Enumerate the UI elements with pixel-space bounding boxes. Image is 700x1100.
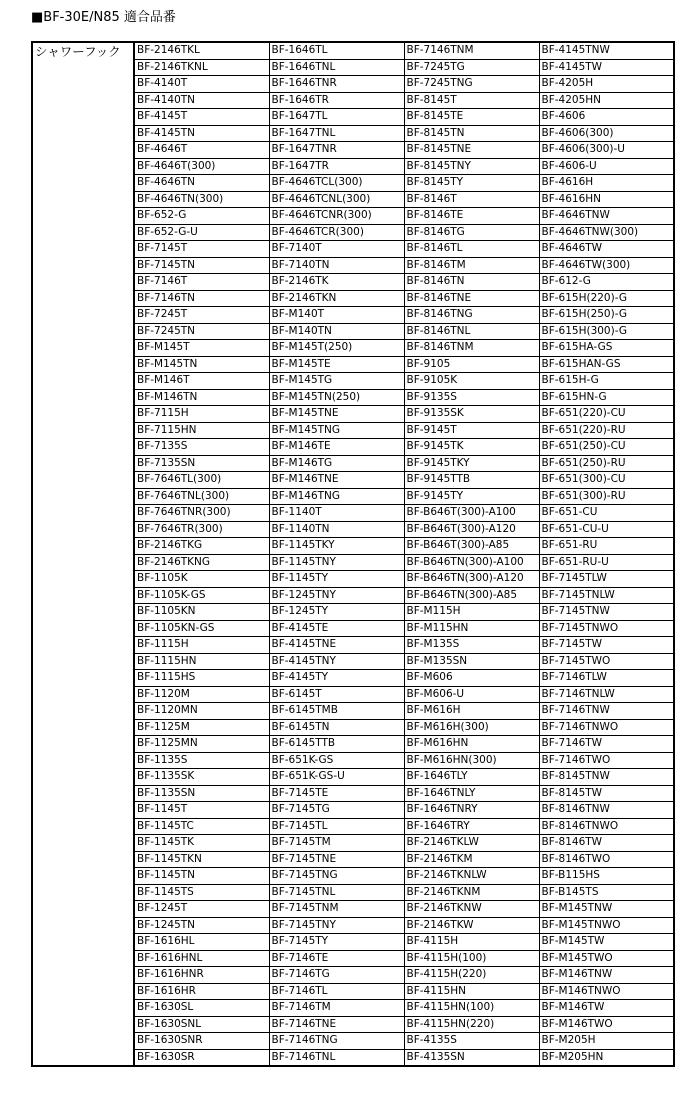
model-number-cell: BF-1145TY (269, 571, 404, 588)
model-number-cell: BF-4646TCL(300) (269, 175, 404, 192)
model-number-cell: BF-8145TW (539, 785, 674, 802)
model-number-cell: BF-1616HNL (134, 950, 269, 967)
model-number-cell: BF-7145TNWO (539, 620, 674, 637)
model-number-cell: BF-2146TK (269, 274, 404, 291)
model-number-cell: BF-7145TNW (539, 604, 674, 621)
model-number-cell: BF-652-G-U (134, 224, 269, 241)
model-number-cell: BF-1135S (134, 752, 269, 769)
model-number-cell: BF-B646T(300)-A120 (404, 521, 539, 538)
model-number-cell: BF-8146TNG (404, 307, 539, 324)
model-number-cell: BF-4205H (539, 76, 674, 93)
model-number-cell: BF-7146TW (539, 736, 674, 753)
model-number-cell: BF-1145TK (134, 835, 269, 852)
model-number-cell: BF-1646TNLY (404, 785, 539, 802)
model-number-cell: BF-M145TN(250) (269, 389, 404, 406)
model-number-cell: BF-651-RU-U (539, 554, 674, 571)
model-number-cell: BF-7145TY (269, 934, 404, 951)
model-number-cell: BF-2146TKM (404, 851, 539, 868)
model-number-cell: BF-4145TE (269, 620, 404, 637)
model-number-cell: BF-615HAN-GS (539, 356, 674, 373)
model-number-cell: BF-1646TNRY (404, 802, 539, 819)
model-number-cell: BF-651(300)-CU (539, 472, 674, 489)
model-number-cell: BF-M115H (404, 604, 539, 621)
model-number-cell: BF-7146TNLW (539, 686, 674, 703)
model-number-cell: BF-7145TNY (269, 917, 404, 934)
model-number-cell: BF-4115HN(100) (404, 1000, 539, 1017)
model-number-cell: BF-8146TE (404, 208, 539, 225)
model-number-cell: BF-6145T (269, 686, 404, 703)
model-number-cell: BF-2146TKN (269, 290, 404, 307)
model-number-cell: BF-4616H (539, 175, 674, 192)
model-number-cell: BF-1135SK (134, 769, 269, 786)
model-number-cell: BF-M140T (269, 307, 404, 324)
model-number-cell: BF-7140T (269, 241, 404, 258)
model-number-cell: BF-4145TN (134, 125, 269, 142)
model-number-cell: BF-1646TLY (404, 769, 539, 786)
model-number-cell: BF-1115HN (134, 653, 269, 670)
model-number-cell: BF-B646T(300)-A85 (404, 538, 539, 555)
model-number-cell: BF-M616HN(300) (404, 752, 539, 769)
model-number-cell: BF-2146TKNW (404, 901, 539, 918)
model-number-cell: BF-7145TE (269, 785, 404, 802)
model-number-cell: BF-4115H (404, 934, 539, 951)
model-number-cell: BF-4646TCNL(300) (269, 191, 404, 208)
model-number-cell: BF-1245TNY (269, 587, 404, 604)
model-number-cell: BF-4646TW(300) (539, 257, 674, 274)
model-number-cell: BF-M145T(250) (269, 340, 404, 357)
model-number-cell: BF-1630SNR (134, 1033, 269, 1050)
model-number-cell: BF-9145TK (404, 439, 539, 456)
model-number-cell: BF-7146TG (269, 967, 404, 984)
model-number-cell: BF-7146TM (269, 1000, 404, 1017)
model-number-cell: BF-2146TKNLW (404, 868, 539, 885)
model-number-cell: BF-B646TN(300)-A100 (404, 554, 539, 571)
model-number-cell: BF-1245TN (134, 917, 269, 934)
model-number-cell: BF-615H(250)-G (539, 307, 674, 324)
model-number-cell: BF-1647TNL (269, 125, 404, 142)
model-number-cell: BF-7146TNE (269, 1016, 404, 1033)
model-number-cell: BF-M146T (134, 373, 269, 390)
model-number-cell: BF-615HN-G (539, 389, 674, 406)
model-number-cell: BF-6145TN (269, 719, 404, 736)
model-number-cell: BF-M145TE (269, 356, 404, 373)
model-number-cell: BF-1646TR (269, 92, 404, 109)
model-number-cell: BF-1245TY (269, 604, 404, 621)
model-number-cell: BF-7146TWO (539, 752, 674, 769)
model-number-cell: BF-7145TW (539, 637, 674, 654)
model-number-cell: BF-4145T (134, 109, 269, 126)
model-number-cell: BF-4140T (134, 76, 269, 93)
model-number-cell: BF-M145T (134, 340, 269, 357)
model-number-cell: BF-1646TNL (269, 59, 404, 76)
model-number-cell: BF-1115HS (134, 670, 269, 687)
model-number-cell: BF-7646TNR(300) (134, 505, 269, 522)
model-number-cell: BF-4145TNE (269, 637, 404, 654)
model-number-cell: BF-8146TN (404, 274, 539, 291)
model-number-cell: BF-4646TN (134, 175, 269, 192)
model-number-cell: BF-7145T (134, 241, 269, 258)
model-number-cell: BF-4145TY (269, 670, 404, 687)
model-number-cell: BF-M146TWO (539, 1016, 674, 1033)
model-number-cell: BF-4616HN (539, 191, 674, 208)
model-number-cell: BF-1105K-GS (134, 587, 269, 604)
model-number-cell: BF-8145TNE (404, 142, 539, 159)
model-number-cell: BF-M146TW (539, 1000, 674, 1017)
model-number-cell: BF-4205HN (539, 92, 674, 109)
compatible-models-table (31, 41, 675, 1067)
model-number-cell: BF-2146TKL (134, 42, 269, 59)
model-number-cell: BF-651-CU-U (539, 521, 674, 538)
model-number-cell: BF-M145TW (539, 934, 674, 951)
page-title: ■BF-30E/N85 適合品番 (31, 10, 176, 25)
model-number-cell: BF-M146TNW (539, 967, 674, 984)
model-number-cell: BF-4606-U (539, 158, 674, 175)
model-number-cell: BF-1616HNR (134, 967, 269, 984)
model-number-cell: BF-9145TY (404, 488, 539, 505)
model-number-cell: BF-M115HN (404, 620, 539, 637)
model-number-cell: BF-651(220)-CU (539, 406, 674, 423)
model-number-cell: BF-7135S (134, 439, 269, 456)
model-number-cell: BF-4145TNY (269, 653, 404, 670)
model-number-cell: BF-7140TN (269, 257, 404, 274)
model-number-cell: BF-M146TNE (269, 472, 404, 489)
model-number-cell: BF-9145TKY (404, 455, 539, 472)
model-number-cell: BF-M145TNWO (539, 917, 674, 934)
model-number-cell: BF-8146T (404, 191, 539, 208)
model-number-cell: BF-8145TN (404, 125, 539, 142)
model-number-cell: BF-4115H(100) (404, 950, 539, 967)
model-number-cell: BF-2146TKG (134, 538, 269, 555)
model-number-cell: BF-1646TNR (269, 76, 404, 93)
model-number-cell: BF-615H-G (539, 373, 674, 390)
model-number-cell: BF-2146TKNM (404, 884, 539, 901)
model-number-cell: BF-7145TWO (539, 653, 674, 670)
model-number-cell: BF-4115H(220) (404, 967, 539, 984)
model-number-cell: BF-7146TNG (269, 1033, 404, 1050)
model-number-cell: BF-7145TM (269, 835, 404, 852)
model-number-cell: BF-1647TNR (269, 142, 404, 159)
model-number-cell: BF-1616HR (134, 983, 269, 1000)
model-number-cell: BF-M145TN (134, 356, 269, 373)
model-number-cell: BF-1145TN (134, 868, 269, 885)
model-number-cell: BF-7146T (134, 274, 269, 291)
model-number-cell: BF-M146TN (134, 389, 269, 406)
model-number-cell: BF-1125M (134, 719, 269, 736)
model-number-cell: BF-2146TKW (404, 917, 539, 934)
model-number-cell: BF-651(250)-CU (539, 439, 674, 456)
model-number-cell: BF-M145TNE (269, 406, 404, 423)
model-number-cell: BF-4115HN (404, 983, 539, 1000)
model-number-cell: BF-M616H(300) (404, 719, 539, 736)
model-number-cell: BF-1145TS (134, 884, 269, 901)
model-number-cell: BF-7145TL (269, 818, 404, 835)
model-number-cell: BF-1145TC (134, 818, 269, 835)
model-number-cell: BF-1630SL (134, 1000, 269, 1017)
model-number-cell: BF-7145TNG (269, 868, 404, 885)
model-number-cell: BF-615H(220)-G (539, 290, 674, 307)
model-number-cell: BF-7145TNM (269, 901, 404, 918)
model-number-cell: BF-7146TNL (269, 1049, 404, 1066)
model-number-cell: BF-7135SN (134, 455, 269, 472)
model-number-cell: BF-1145TKY (269, 538, 404, 555)
model-number-cell: BF-7245TN (134, 323, 269, 340)
model-number-cell: BF-8146TNM (404, 340, 539, 357)
model-number-cell: BF-4646TCR(300) (269, 224, 404, 241)
model-number-cell: BF-8146TG (404, 224, 539, 241)
model-number-cell: BF-2146TKNG (134, 554, 269, 571)
model-number-cell: BF-1647TL (269, 109, 404, 126)
model-number-cell: BF-7646TNL(300) (134, 488, 269, 505)
model-number-cell: BF-8145TE (404, 109, 539, 126)
model-number-cell: BF-M146TNG (269, 488, 404, 505)
model-number-cell: BF-B646TN(300)-A120 (404, 571, 539, 588)
model-number-cell: BF-7146TNWO (539, 719, 674, 736)
model-number-cell: BF-8146TM (404, 257, 539, 274)
model-number-cell: BF-4135S (404, 1033, 539, 1050)
model-number-cell: BF-1115H (134, 637, 269, 654)
model-number-cell: BF-M616HN (404, 736, 539, 753)
model-number-cell: BF-6145TTB (269, 736, 404, 753)
model-number-cell: BF-4646TCNR(300) (269, 208, 404, 225)
model-number-cell: BF-1630SR (134, 1049, 269, 1066)
model-number-cell: BF-7145TN (134, 257, 269, 274)
model-number-cell: BF-B145TS (539, 884, 674, 901)
model-number-cell: BF-7245TNG (404, 76, 539, 93)
model-number-cell: BF-9145TTB (404, 472, 539, 489)
model-number-cell: BF-7145TNL (269, 884, 404, 901)
model-number-cell: BF-M205H (539, 1033, 674, 1050)
model-number-cell: BF-7146TE (269, 950, 404, 967)
model-number-cell: BF-651K-GS (269, 752, 404, 769)
model-number-cell: BF-4646TW (539, 241, 674, 258)
model-number-cell: BF-7245TG (404, 59, 539, 76)
model-number-cell: BF-1105KN-GS (134, 620, 269, 637)
model-number-cell: BF-651(220)-RU (539, 422, 674, 439)
model-number-cell: BF-8145TY (404, 175, 539, 192)
model-number-cell: BF-7145TLW (539, 571, 674, 588)
model-number-cell: BF-4646TNW (539, 208, 674, 225)
model-number-cell: BF-8145TNW (539, 769, 674, 786)
table-body (32, 42, 674, 1066)
model-number-cell: BF-4646T (134, 142, 269, 159)
model-number-cell: BF-4646TNW(300) (539, 224, 674, 241)
model-number-cell: BF-651-CU (539, 505, 674, 522)
model-number-cell: BF-M145TNG (269, 422, 404, 439)
model-number-cell: BF-651(300)-RU (539, 488, 674, 505)
model-number-cell: BF-652-G (134, 208, 269, 225)
model-number-cell: BF-1140TN (269, 521, 404, 538)
model-number-cell: BF-1630SNL (134, 1016, 269, 1033)
model-number-cell: BF-7146TN (134, 290, 269, 307)
model-number-cell: BF-7115HN (134, 422, 269, 439)
model-number-cell: BF-M205HN (539, 1049, 674, 1066)
model-number-cell: BF-1120MN (134, 703, 269, 720)
model-number-cell: BF-9105K (404, 373, 539, 390)
model-number-cell: BF-M146TG (269, 455, 404, 472)
model-number-cell: BF-8146TNWO (539, 818, 674, 835)
model-number-cell: BF-7146TNM (404, 42, 539, 59)
model-number-cell: BF-612-G (539, 274, 674, 291)
model-number-cell: BF-4646T(300) (134, 158, 269, 175)
model-number-cell: BF-M146TNWO (539, 983, 674, 1000)
model-number-cell: BF-9135S (404, 389, 539, 406)
model-number-cell: BF-M146TE (269, 439, 404, 456)
model-number-cell: BF-M145TNW (539, 901, 674, 918)
model-number-cell: BF-M145TG (269, 373, 404, 390)
model-number-cell: BF-M145TWO (539, 950, 674, 967)
model-number-cell: BF-8146TNL (404, 323, 539, 340)
model-number-cell: BF-8146TNW (539, 802, 674, 819)
model-number-cell: BF-4606 (539, 109, 674, 126)
model-number-cell: BF-7146TNW (539, 703, 674, 720)
model-number-cell: BF-M616H (404, 703, 539, 720)
model-number-cell: BF-8146TWO (539, 851, 674, 868)
model-number-cell: BF-651-RU (539, 538, 674, 555)
model-number-cell: BF-1646TRY (404, 818, 539, 835)
model-number-cell: BF-M606 (404, 670, 539, 687)
model-number-cell: BF-B646TN(300)-A85 (404, 587, 539, 604)
model-number-cell: BF-1120M (134, 686, 269, 703)
model-number-cell: BF-6145TMB (269, 703, 404, 720)
model-number-cell: BF-1105K (134, 571, 269, 588)
model-number-cell: BF-1616HL (134, 934, 269, 951)
model-number-cell: BF-1145TNY (269, 554, 404, 571)
model-number-cell: BF-7115H (134, 406, 269, 423)
model-number-cell: BF-8146TW (539, 835, 674, 852)
model-number-cell: BF-M606-U (404, 686, 539, 703)
model-number-cell: BF-M135SN (404, 653, 539, 670)
model-number-cell: BF-B115HS (539, 868, 674, 885)
model-number-cell: BF-B646T(300)-A100 (404, 505, 539, 522)
model-number-cell: BF-9135SK (404, 406, 539, 423)
model-number-cell: BF-1125MN (134, 736, 269, 753)
model-number-cell: BF-7145TNLW (539, 587, 674, 604)
model-number-cell: BF-4115HN(220) (404, 1016, 539, 1033)
model-number-cell: BF-4140TN (134, 92, 269, 109)
model-number-cell: BF-4606(300) (539, 125, 674, 142)
model-number-cell: BF-1140T (269, 505, 404, 522)
model-number-cell: BF-1145T (134, 802, 269, 819)
model-number-cell: BF-7145TNE (269, 851, 404, 868)
model-number-cell: BF-7245T (134, 307, 269, 324)
model-number-cell: BF-2146TKNL (134, 59, 269, 76)
model-number-cell: BF-4606(300)-U (539, 142, 674, 159)
model-number-cell: BF-8146TL (404, 241, 539, 258)
model-number-cell: BF-9105 (404, 356, 539, 373)
model-number-cell: BF-1647TR (269, 158, 404, 175)
model-number-cell: BF-1245T (134, 901, 269, 918)
model-number-cell: BF-651(250)-RU (539, 455, 674, 472)
model-number-cell: BF-2146TKLW (404, 835, 539, 852)
model-number-cell: BF-4646TN(300) (134, 191, 269, 208)
model-number-cell: BF-4135SN (404, 1049, 539, 1066)
model-number-cell: BF-7145TG (269, 802, 404, 819)
model-number-cell: BF-7646TL(300) (134, 472, 269, 489)
model-number-cell: BF-8146TNE (404, 290, 539, 307)
model-number-cell: BF-7646TR(300) (134, 521, 269, 538)
category-cell: シャワーフック (32, 42, 134, 1066)
model-number-cell: BF-M135S (404, 637, 539, 654)
table-row (32, 42, 674, 59)
model-number-cell: BF-M140TN (269, 323, 404, 340)
model-number-cell: BF-4145TNW (539, 42, 674, 59)
model-number-cell: BF-7146TL (269, 983, 404, 1000)
model-number-cell: BF-1145TKN (134, 851, 269, 868)
model-number-cell: BF-7146TLW (539, 670, 674, 687)
model-number-cell: BF-651K-GS-U (269, 769, 404, 786)
model-number-cell: BF-8145TNY (404, 158, 539, 175)
model-number-cell: BF-615H(300)-G (539, 323, 674, 340)
model-number-cell: BF-1646TL (269, 42, 404, 59)
model-number-cell: BF-4145TW (539, 59, 674, 76)
model-number-cell: BF-9145T (404, 422, 539, 439)
model-number-cell: BF-1105KN (134, 604, 269, 621)
model-number-cell: BF-8145T (404, 92, 539, 109)
model-number-cell: BF-615HA-GS (539, 340, 674, 357)
model-number-cell: BF-1135SN (134, 785, 269, 802)
